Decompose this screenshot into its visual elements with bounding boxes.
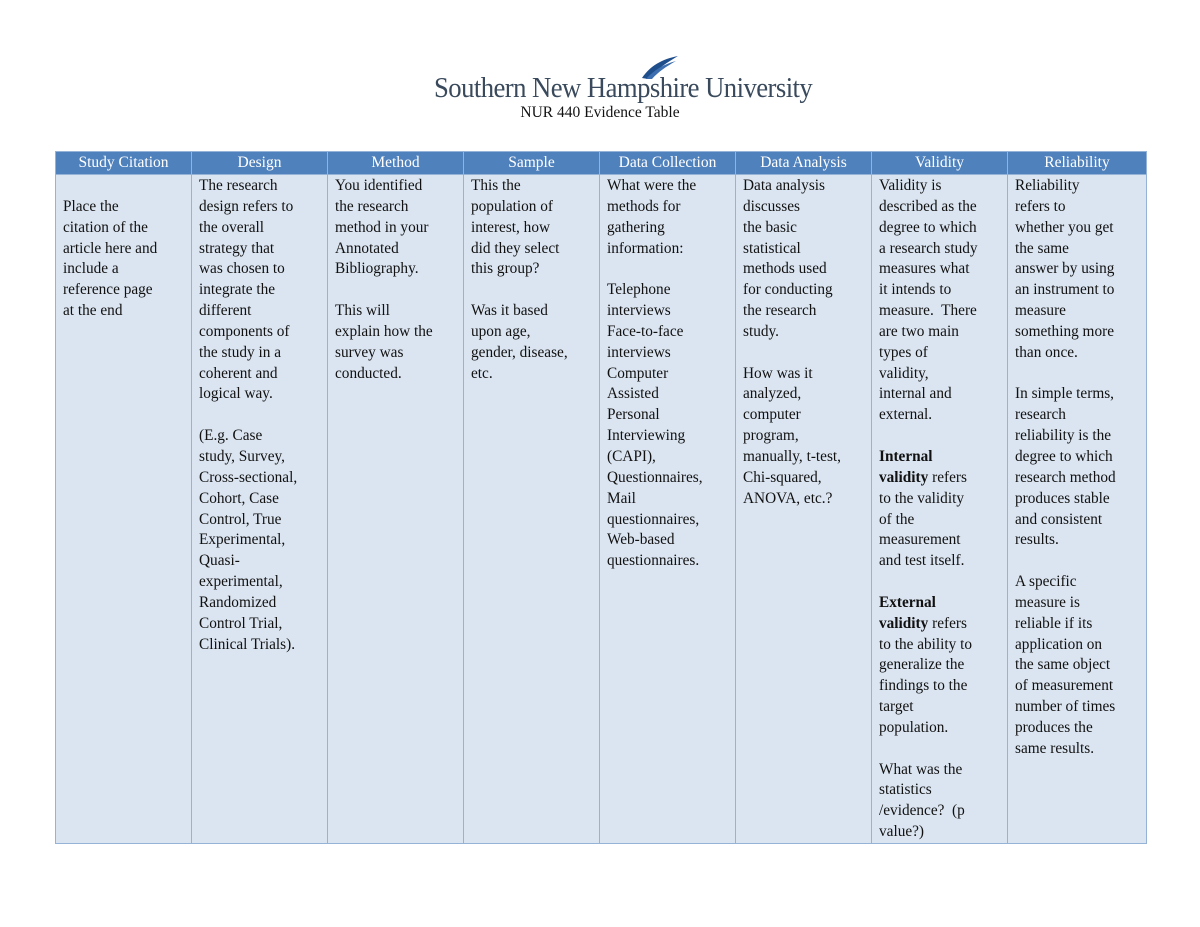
text-line: Was it based (471, 302, 548, 320)
text-line: of measurement (1015, 677, 1114, 695)
text-line: application on (1015, 635, 1103, 653)
text-fragment: refers (928, 614, 967, 632)
text-line: Computer (607, 364, 669, 382)
text-line: interviews (607, 302, 671, 320)
text-line: this group? (471, 260, 540, 278)
column-header-method: Method (328, 152, 464, 175)
text-line: than once. (1015, 343, 1078, 361)
text-line: strategy that (199, 239, 275, 257)
text-line: Questionnaires, (607, 468, 703, 486)
cell-method (328, 175, 464, 844)
text-line: different (199, 302, 252, 320)
text-line: Face-to-face (607, 322, 684, 340)
text-line: answer by using (1015, 260, 1115, 278)
text-line: method in your (335, 218, 429, 236)
text-line: research method (1015, 468, 1116, 486)
column-header-study-citation: Study Citation (56, 152, 192, 175)
text-line: the overall (199, 218, 264, 236)
text-line: interest, how (471, 218, 551, 236)
text-line: internal and (879, 385, 952, 403)
text-line: Randomized (199, 593, 277, 611)
cell-sample (464, 175, 600, 844)
bold-term: validity (879, 614, 929, 632)
text-line: external. (879, 406, 933, 424)
cell-reliability (1008, 175, 1147, 844)
text-line: the same (1015, 239, 1069, 257)
text-line: at the end (63, 302, 123, 320)
text-line: Clinical Trials). (199, 635, 296, 653)
text-line: Annotated (335, 239, 399, 257)
text-line: Web-based (607, 531, 675, 549)
text-line: computer (743, 406, 801, 424)
cell-data-analysis (736, 175, 872, 844)
text-line: Mail (607, 489, 636, 507)
text-line: and consistent (1015, 510, 1103, 528)
text-line: target (879, 698, 914, 716)
text-line: Bibliography. (335, 260, 419, 278)
bold-term: External (879, 593, 936, 611)
text-line: the basic (743, 218, 797, 236)
text-line: design refers to (199, 197, 294, 215)
text-line (879, 447, 1001, 468)
text-line: validity, (879, 364, 929, 382)
cell-design (192, 175, 328, 844)
text-line: questionnaires, (607, 510, 700, 528)
text-line: generalize the (879, 656, 965, 674)
text-line: it intends to (879, 281, 952, 299)
text-line: results. (1015, 531, 1059, 549)
text-line: What was the (879, 760, 963, 778)
text-line: In simple terms, (1015, 385, 1114, 403)
text-line: citation of the (63, 218, 148, 236)
text-line: ANOVA, etc.? (743, 489, 833, 507)
text-line: program, (743, 427, 799, 445)
text-line: Cohort, Case (199, 489, 279, 507)
text-line: methods used (743, 260, 827, 278)
text-line: produces stable (1015, 489, 1110, 507)
text-line: Data analysis (743, 177, 825, 194)
text-line: to the ability to (879, 635, 973, 653)
text-line: reliable if its (1015, 614, 1093, 632)
text-line: Experimental, (199, 531, 286, 549)
text-line: coherent and (199, 364, 278, 382)
text-line: population of (471, 197, 553, 215)
text-line: Cross-sectional, (199, 468, 298, 486)
evidence-table (55, 151, 1147, 844)
text-line: of the (879, 510, 915, 528)
text-line: value?) (879, 823, 925, 841)
text-line: did they select (471, 239, 560, 257)
text-line: discusses (743, 197, 800, 215)
text-line: Reliability (1015, 177, 1080, 194)
text-line: study. (743, 322, 779, 340)
text-line: same results. (1015, 739, 1095, 757)
text-line: questionnaires. (607, 552, 700, 570)
text-line: refers to (1015, 197, 1066, 215)
text-line: etc. (471, 364, 493, 382)
text-line: The research (199, 177, 278, 194)
column-header-sample: Sample (464, 152, 600, 175)
text-line: study, Survey, (199, 447, 285, 465)
text-line: Place the (63, 197, 119, 215)
text-line: analyzed, (743, 385, 802, 403)
text-line: integrate the (199, 281, 276, 299)
text-line: Chi-squared, (743, 468, 822, 486)
text-line: gathering (607, 218, 665, 236)
text-line: interviews (607, 343, 671, 361)
table-row (56, 175, 1147, 844)
university-logo (434, 54, 813, 104)
document-title: NUR 440 Evidence Table (520, 104, 680, 121)
column-header-data-collection: Data Collection (600, 152, 736, 175)
table-header-row (56, 152, 1147, 175)
text-line: (CAPI), (607, 447, 656, 465)
text-line: explain how the (335, 322, 433, 340)
text-line: measurement (879, 531, 961, 549)
text-line: something more (1015, 322, 1114, 340)
text-line: methods for (607, 197, 681, 215)
text-line: research (1015, 406, 1066, 424)
text-line: Telephone (607, 281, 671, 299)
bold-term: validity (879, 468, 929, 486)
text-line: whether you get (1015, 218, 1114, 236)
text-line: for conducting (743, 281, 833, 299)
text-line: produces the (1015, 718, 1093, 736)
text-line: What were the (607, 177, 697, 194)
text-line: /evidence? (p (879, 802, 965, 820)
text-line: How was it (743, 364, 813, 382)
text-line: was chosen to (199, 260, 285, 278)
text-line: include a (63, 260, 119, 278)
text-line (879, 593, 1001, 614)
bold-term: Internal (879, 447, 933, 465)
text-line (879, 468, 1001, 489)
text-line: upon age, (471, 322, 531, 340)
text-line: findings to the (879, 677, 968, 695)
text-line: Personal (607, 406, 660, 424)
cell-data-collection (600, 175, 736, 844)
text-line: You identified (335, 177, 423, 194)
text-line: Assisted (607, 385, 659, 403)
text-line: population. (879, 718, 949, 736)
text-line: types of (879, 343, 928, 361)
text-line: number of times (1015, 698, 1116, 716)
text-line: described as the (879, 197, 977, 215)
logo-swoosh-icon (640, 54, 680, 80)
text-line: reference page (63, 281, 153, 299)
column-header-validity: Validity (872, 152, 1008, 175)
text-line: manually, t-test, (743, 447, 841, 465)
text-line: and test itself. (879, 552, 965, 570)
text-line: the study in a (199, 343, 281, 361)
text-line: measure. There (879, 302, 977, 320)
text-line: the same object (1015, 656, 1111, 674)
cell-study-citation (56, 175, 192, 844)
text-line: statistical (743, 239, 801, 257)
text-line: Control Trial, (199, 614, 283, 632)
text-line: (E.g. Case (199, 427, 263, 445)
text-line: experimental, (199, 573, 283, 591)
logo-wordmark: Southern New Hampshire University (434, 72, 813, 104)
text-line: degree to which (1015, 447, 1113, 465)
column-header-design: Design (192, 152, 328, 175)
column-header-data-analysis: Data Analysis (736, 152, 872, 175)
text-line: survey was (335, 343, 404, 361)
text-line: components of (199, 322, 290, 340)
text-line: article here and (63, 239, 158, 257)
text-line: information: (607, 239, 684, 257)
cell-validity (872, 175, 1008, 844)
text-line: Interviewing (607, 427, 686, 445)
text-line: degree to which (879, 218, 977, 236)
text-line (879, 614, 1001, 635)
text-fragment: refers (928, 468, 967, 486)
text-line: conducted. (335, 364, 402, 382)
text-line: statistics (879, 781, 932, 799)
text-line: gender, disease, (471, 343, 568, 361)
text-line: logical way. (199, 385, 273, 403)
text-line: reliability is the (1015, 427, 1112, 445)
text-line: measure is (1015, 593, 1080, 611)
text-line: Validity is (879, 177, 942, 194)
text-line: the research (743, 302, 817, 320)
text-line: the research (335, 197, 409, 215)
text-line: Control, True (199, 510, 282, 528)
column-header-reliability: Reliability (1008, 152, 1147, 175)
text-line: measure (1015, 302, 1066, 320)
text-line: to the validity (879, 489, 964, 507)
text-line: A specific (1015, 573, 1077, 591)
text-line: measures what (879, 260, 970, 278)
text-line: are two main (879, 322, 959, 340)
text-line: a research study (879, 239, 978, 257)
text-line: an instrument to (1015, 281, 1115, 299)
text-line: This the (471, 177, 521, 194)
text-line: Quasi- (199, 552, 240, 570)
text-line: This will (335, 302, 390, 320)
